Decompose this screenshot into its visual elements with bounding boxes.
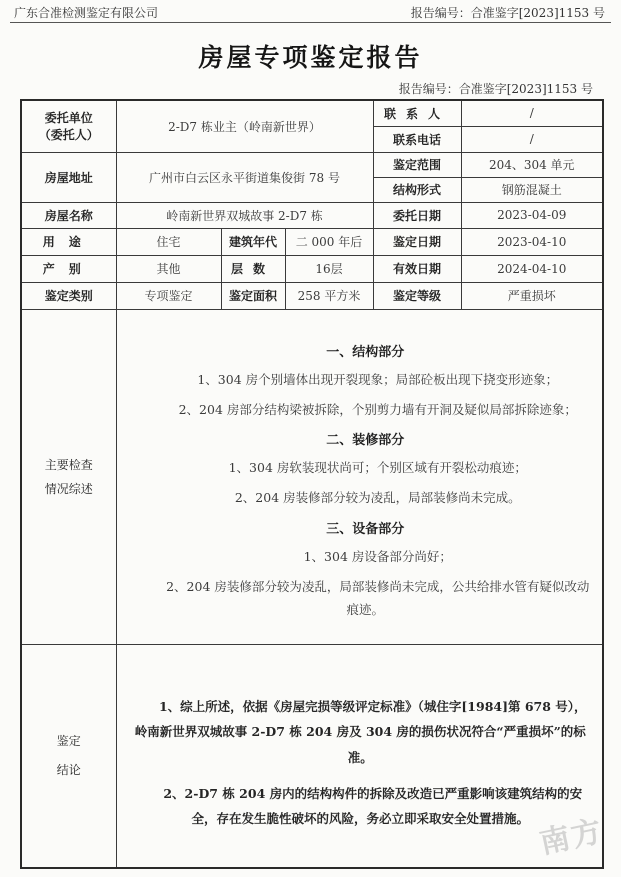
- grade-value: 严重损坏: [461, 282, 603, 309]
- phone-value: /: [461, 126, 603, 152]
- conclusion-label-line1: 鉴定: [56, 733, 81, 748]
- scope-label: 鉴定范围: [373, 152, 461, 177]
- address-label: 房屋地址: [21, 152, 116, 202]
- structure-section-heading: 一、结构部分: [326, 344, 405, 360]
- decoration-item-2: 2、204 房装修部分较为凌乱，局部装修尚未完成。: [234, 490, 521, 506]
- category-value: 专项鉴定: [116, 282, 221, 309]
- inspection-label-line2: 情况综述: [44, 481, 93, 496]
- appraisal-table: [20, 99, 604, 869]
- appraisal-date-value: 2023-04-10: [461, 228, 603, 255]
- property-label: 产别: [21, 255, 116, 282]
- conclusion-label-line2: 结论: [56, 762, 81, 777]
- floors-label: 层数: [221, 255, 285, 282]
- commission-date-label: 委托日期: [373, 202, 461, 228]
- header-divider: [10, 22, 611, 23]
- conclusion-content: [116, 644, 603, 868]
- equipment-item-2: 2、204 房装修部分较为凌乱，局部装修尚未完成，公共给排水管有疑似改动痕迹。: [166, 578, 590, 618]
- decoration-section-heading: 二、装修部分: [326, 433, 405, 449]
- company-name: 广东合准检测鉴定有限公司: [14, 6, 159, 20]
- structure-value: 钢筋混凝土: [461, 177, 603, 202]
- inspection-summary-content: [116, 309, 603, 644]
- grade-label: 鉴定等级: [373, 282, 461, 309]
- decoration-item-1: 1、304 房软装现状尚可；个别区域有开裂松动痕迹；: [228, 460, 527, 476]
- client-value: 2-D7 栋业主（岭南新世界）: [116, 100, 373, 152]
- equipment-item-1: 1、304 房设备部分尚好；: [303, 548, 452, 564]
- report-title: 房屋专项鉴定报告: [198, 43, 423, 72]
- appraisal-date-label: 鉴定日期: [373, 228, 461, 255]
- year-label: 建筑年代: [221, 228, 285, 255]
- conclusion-paragraph-1: 1、综上所述，依据《房屋完损等级评定标准》（城住字[1984]第 678 号），岭南新世界双城故事 2-D7 栋 204 房及 304 房的损伤状况符合“严重损坏”的标准。: [134, 698, 587, 765]
- use-label: 用途: [21, 228, 116, 255]
- scope-value: 204、304 单元: [461, 152, 603, 177]
- commission-date-value: 2023-04-09: [461, 202, 603, 228]
- valid-date-label: 有效日期: [373, 255, 461, 282]
- address-value: 广州市白云区永平街道集俊街 78 号: [116, 152, 373, 202]
- phone-label: 联系电话: [373, 126, 461, 152]
- property-value: 其他: [116, 255, 221, 282]
- area-value: 258 平方米: [285, 282, 373, 309]
- structure-item-2: 2、204 房部分结构梁被拆除，个别剪力墙有开洞及疑似局部拆除迹象；: [178, 401, 577, 417]
- floors-value: 16层: [285, 255, 373, 282]
- contact-value: /: [461, 100, 603, 126]
- conclusion-label: [21, 644, 116, 868]
- building-name-value: 岭南新世界双城故事 2-D7 栋: [116, 202, 373, 228]
- area-label: 鉴定面积: [221, 282, 285, 309]
- structure-label: 结构形式: [373, 177, 461, 202]
- equipment-section-heading: 三、设备部分: [326, 521, 405, 537]
- building-name-label: 房屋名称: [21, 202, 116, 228]
- category-label: 鉴定类别: [21, 282, 116, 309]
- valid-date-value: 2024-04-10: [461, 255, 603, 282]
- contact-label: 联系人: [373, 100, 461, 126]
- use-value: 住宅: [116, 228, 221, 255]
- client-label-line1: 委托单位: [44, 111, 93, 126]
- inspection-summary-label: [21, 309, 116, 644]
- watermark-logo: 南方: [536, 813, 607, 862]
- inspection-label-line1: 主要检查: [44, 457, 93, 472]
- report-number: 报告编号：合准鉴字[2023]1153 号: [398, 82, 593, 96]
- client-label-line2: （委托人）: [38, 128, 99, 143]
- report-number-header: 报告编号：合准鉴字[2023]1153 号: [410, 6, 605, 20]
- conclusion-paragraph-2: 2、2-D7 栋 204 房内的结构构件的拆除及改造已严重影响该建筑结构的安全，存在发生脆性破坏的风险，务必立即采取安全处置措施。: [163, 785, 583, 827]
- client-label: [21, 100, 116, 152]
- structure-item-1: 1、304 房个别墙体出现开裂现象；局部砼板出现下挠变形迹象；: [197, 371, 559, 387]
- year-value: 二 000 年后: [285, 228, 373, 255]
